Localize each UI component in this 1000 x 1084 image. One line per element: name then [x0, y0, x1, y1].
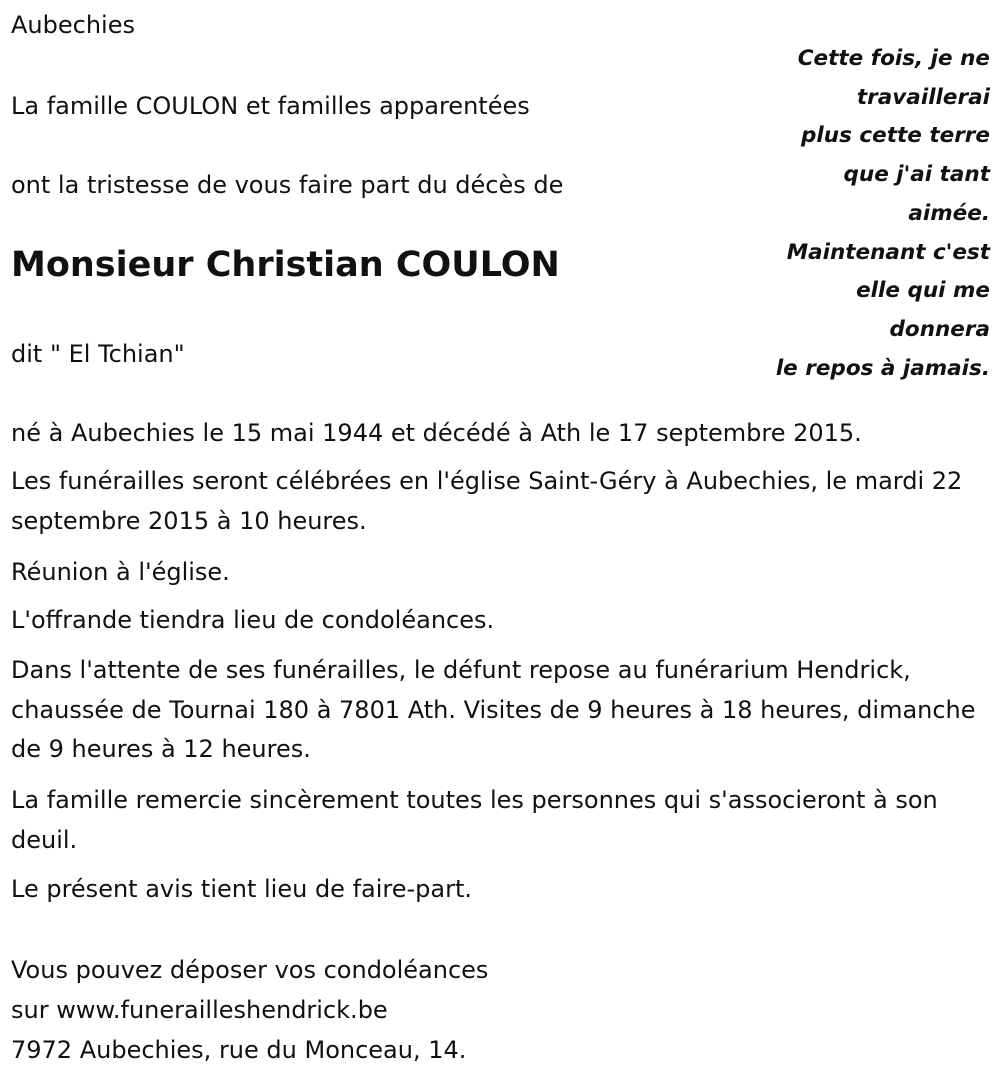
quote-line: elle qui me: [856, 278, 990, 304]
nickname: dit " El Tchian": [11, 340, 185, 368]
quote-line: donnera: [889, 316, 990, 342]
quote-line: plus cette terre: [801, 123, 990, 149]
offering-text: L'offrande tiendra lieu de condoléances.: [11, 606, 495, 634]
family-line: La famille COULON et familles apparentées: [11, 92, 530, 120]
meeting-text: Réunion à l'église.: [11, 558, 230, 586]
quote-line: Maintenant c'est: [786, 239, 990, 265]
condolences-website: sur www.funerailleshendrick.be: [11, 996, 388, 1024]
thanks-text: La famille remercie sincèrement toutes les personnes qui s'associeront à son deuil.: [11, 786, 938, 854]
repose-text: Dans l'attente de ses funérailles, le défunt repose au funérarium Hendrick, chaussée de Tournai 180 à 7801 Ath. Visites de 9 heures à 18 heures, dimanche de 9 heures à 12 heures.: [11, 656, 976, 763]
address-line: 7972 Aubechies, rue du Monceau, 14.: [11, 1036, 467, 1064]
notice-text: Le présent avis tient lieu de faire-part.: [11, 875, 473, 903]
quote-line: le repos à jamais.: [775, 355, 990, 381]
funeral-text: Les funérailles seront célébrées en l'église Saint-Géry à Aubechies, le mardi 22 septembre 2015 à 10 heures.: [11, 467, 963, 535]
quote-line: travaillerai: [856, 84, 990, 110]
birth-death-text: né à Aubechies le 15 mai 1944 et décédé à Ath le 17 septembre 2015.: [11, 419, 862, 447]
memorial-quote: [730, 40, 990, 388]
quote-line: Cette fois, je ne: [797, 46, 990, 71]
deceased-name: Monsieur Christian COULON: [11, 245, 560, 285]
announce-line: ont la tristesse de vous faire part du décès de: [11, 171, 564, 199]
quote-line: aimée.: [908, 200, 990, 226]
condolences-line-1: Vous pouvez déposer vos condoléances: [11, 956, 489, 984]
place-heading: Aubechies: [11, 11, 135, 39]
quote-line: que j'ai tant: [843, 162, 990, 188]
